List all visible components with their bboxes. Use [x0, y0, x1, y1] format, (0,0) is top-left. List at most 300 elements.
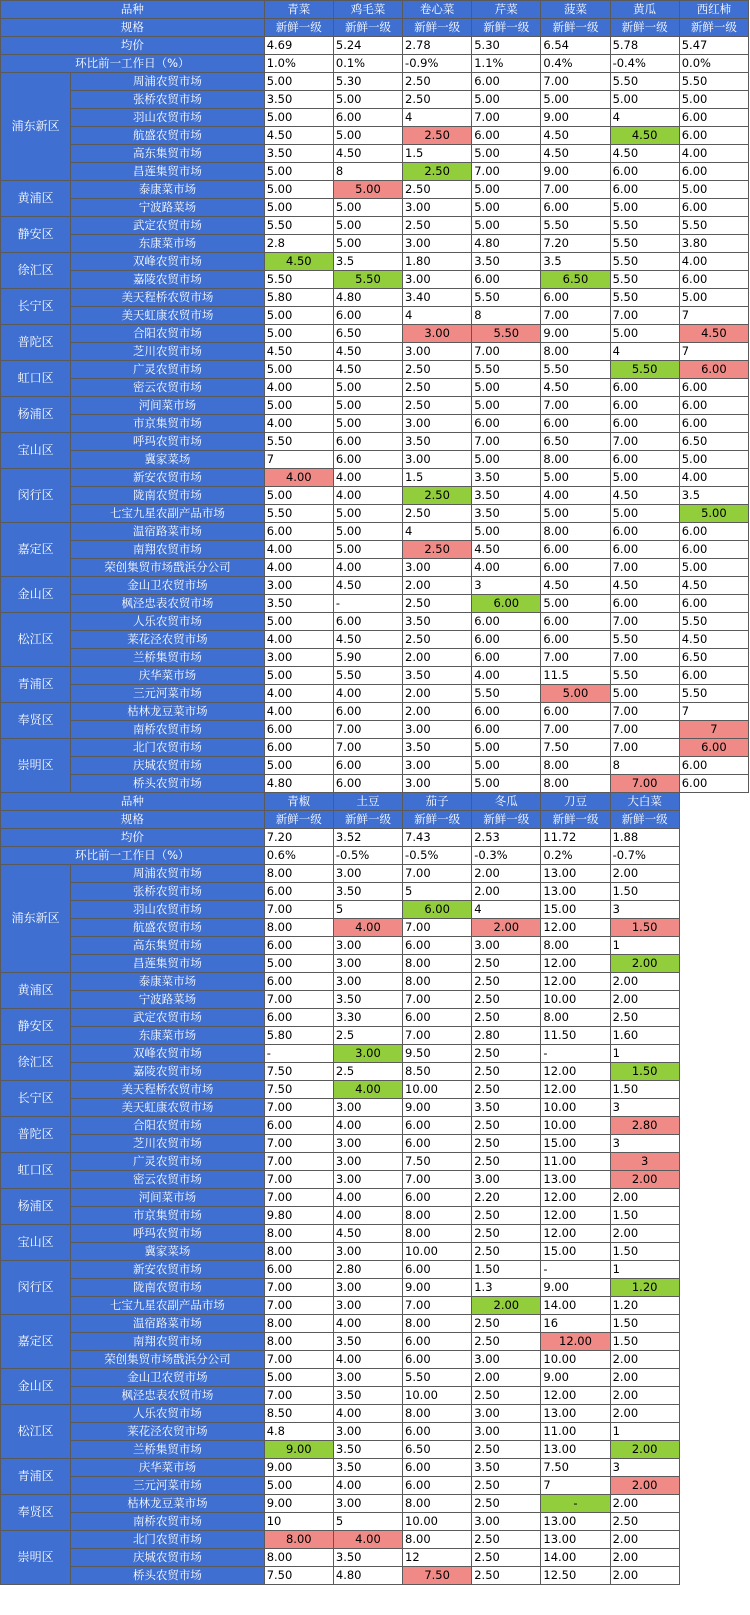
- table-row: [1, 1045, 749, 1063]
- price-cell: 6.00: [610, 163, 679, 181]
- market-name: 昌莲集贸市场: [71, 955, 265, 973]
- table-row: [1, 163, 749, 181]
- price-cell: 5.00: [264, 397, 333, 415]
- price-cell: 7.00: [541, 397, 610, 415]
- price-cell: 8.00: [403, 955, 472, 973]
- market-name: 张桥农贸市场: [71, 91, 265, 109]
- change-cell: 0.2%: [541, 847, 610, 865]
- table-row: [1, 199, 749, 217]
- price-cell: 3.50: [333, 1441, 402, 1459]
- price-cell: 7.00: [403, 991, 472, 1009]
- market-name: 美天虹康农贸市场: [71, 1099, 265, 1117]
- price-cell: 2.00: [610, 1189, 679, 1207]
- price-cell: 6.00: [333, 703, 402, 721]
- price-cell: 5.00: [541, 505, 610, 523]
- price-cell: 2.00: [610, 1171, 679, 1189]
- empty-cell: [679, 1387, 748, 1405]
- price-cell: 3.00: [333, 1369, 402, 1387]
- empty-cell: [679, 1279, 748, 1297]
- spec-cell: 新鲜一级: [264, 19, 333, 37]
- price-cell: 4.50: [264, 253, 333, 271]
- average-price-cell: 5.78: [610, 37, 679, 55]
- price-cell: 5.00: [333, 217, 402, 235]
- empty-cell: [679, 1495, 748, 1513]
- price-cell: 2.50: [403, 73, 472, 91]
- price-cell: 5.00: [264, 955, 333, 973]
- district-label: 长宁区: [1, 289, 71, 325]
- table-row: [1, 757, 749, 775]
- price-cell: 5.00: [679, 181, 748, 199]
- price-cell: 4.80: [333, 1567, 402, 1585]
- table-row: [1, 1099, 749, 1117]
- price-cell: 5.80: [264, 289, 333, 307]
- price-cell: 4.50: [541, 379, 610, 397]
- price-cell: 6.00: [472, 613, 541, 631]
- district-label: 崇明区: [1, 1531, 71, 1585]
- price-cell: 12.00: [541, 1207, 610, 1225]
- price-cell: 12.00: [541, 919, 610, 937]
- table-row: [1, 145, 749, 163]
- empty-cell: [679, 1297, 748, 1315]
- market-name: 市京集贸市场: [71, 415, 265, 433]
- price-cell: 4.50: [333, 577, 402, 595]
- price-cell: 5.50: [610, 235, 679, 253]
- price-cell: 8.00: [264, 1243, 333, 1261]
- empty-cell: [679, 901, 748, 919]
- price-cell: 6.00: [679, 163, 748, 181]
- table-row: [1, 1441, 749, 1459]
- price-cell: 2.50: [472, 1315, 541, 1333]
- price-cell: 2.00: [610, 1531, 679, 1549]
- price-cell: 2.20: [472, 1189, 541, 1207]
- column-header-label: 品种: [1, 793, 265, 811]
- price-cell: 2.50: [403, 217, 472, 235]
- price-cell: 2.50: [403, 631, 472, 649]
- price-cell: 6.00: [610, 595, 679, 613]
- price-cell: 7.00: [541, 307, 610, 325]
- price-cell: 5.00: [541, 595, 610, 613]
- variety-name: 芹菜: [472, 1, 541, 19]
- district-label: 杨浦区: [1, 397, 71, 433]
- row-label: 环比前一工作日（%）: [1, 847, 265, 865]
- market-name: 宁波路菜场: [71, 199, 265, 217]
- price-cell: 3.00: [333, 1045, 402, 1063]
- market-name: 枫泾忠表农贸市场: [71, 1387, 265, 1405]
- spec-cell: 新鲜一级: [403, 19, 472, 37]
- price-cell: 12.00: [541, 955, 610, 973]
- district-label: 奉贤区: [1, 703, 71, 739]
- price-cell: 2.50: [472, 1207, 541, 1225]
- price-cell: 4.00: [472, 559, 541, 577]
- table-row: [1, 1063, 749, 1081]
- market-name: 高东集贸市场: [71, 937, 265, 955]
- table-row: [1, 487, 749, 505]
- price-cell: 7.00: [264, 1153, 333, 1171]
- spec-cell: 新鲜一级: [403, 811, 472, 829]
- market-name: 嘉陵农贸市场: [71, 1063, 265, 1081]
- table-row: [1, 109, 749, 127]
- empty-cell: [679, 1171, 748, 1189]
- price-cell: 12.00: [541, 1081, 610, 1099]
- price-cell: 5.50: [610, 73, 679, 91]
- price-cell: 6.00: [541, 199, 610, 217]
- price-cell: 6.00: [333, 109, 402, 127]
- market-name: 人乐农贸市场: [71, 613, 265, 631]
- empty-cell: [679, 937, 748, 955]
- price-cell: 6.00: [679, 667, 748, 685]
- price-cell: 8.00: [264, 1225, 333, 1243]
- price-cell: 4.50: [541, 145, 610, 163]
- price-cell: 6.00: [679, 199, 748, 217]
- price-cell: 5.00: [264, 109, 333, 127]
- table-row: [1, 361, 749, 379]
- table-row: [1, 73, 749, 91]
- market-name: 温宿路菜市场: [71, 1315, 265, 1333]
- price-cell: 8.00: [264, 919, 333, 937]
- district-label: 普陀区: [1, 1117, 71, 1153]
- price-cell: 6.00: [679, 397, 748, 415]
- market-name: 兰桥集贸市场: [71, 1441, 265, 1459]
- price-cell: 4.00: [264, 469, 333, 487]
- price-cell: 2.00: [403, 703, 472, 721]
- price-cell: 2.50: [403, 487, 472, 505]
- price-cell: 5.00: [472, 181, 541, 199]
- market-name: 三元河菜市场: [71, 1477, 265, 1495]
- price-cell: 5.50: [333, 667, 402, 685]
- price-cell: 10.00: [403, 1081, 472, 1099]
- average-price-cell: 5.24: [333, 37, 402, 55]
- price-cell: 6.00: [403, 1189, 472, 1207]
- price-cell: 3.50: [403, 613, 472, 631]
- price-cell: 3: [610, 1153, 679, 1171]
- price-cell: 2.50: [403, 181, 472, 199]
- district-label: 金山区: [1, 1369, 71, 1405]
- price-cell: 8.00: [541, 343, 610, 361]
- table-row: [1, 901, 749, 919]
- change-cell: 1.1%: [472, 55, 541, 73]
- price-cell: 3.00: [472, 1171, 541, 1189]
- price-cell: 7: [679, 307, 748, 325]
- price-cell: 6.00: [610, 379, 679, 397]
- district-label: 宝山区: [1, 1225, 71, 1261]
- price-cell: 3.00: [403, 451, 472, 469]
- price-cell: 4.00: [264, 379, 333, 397]
- price-cell: 10.00: [541, 1351, 610, 1369]
- price-cell: 1.50: [610, 1207, 679, 1225]
- price-cell: -: [541, 1261, 610, 1279]
- price-cell: 9.80: [264, 1207, 333, 1225]
- district-label: 金山区: [1, 577, 71, 613]
- change-cell: 0.1%: [333, 55, 402, 73]
- district-label: 长宁区: [1, 1081, 71, 1117]
- price-cell: 7.50: [264, 1063, 333, 1081]
- price-cell: 4.00: [333, 1117, 402, 1135]
- table-row: [1, 217, 749, 235]
- price-cell: 5.00: [472, 739, 541, 757]
- price-cell: 3.00: [333, 1153, 402, 1171]
- price-cell: 6.00: [264, 973, 333, 991]
- empty-cell: [679, 793, 748, 811]
- price-cell: 7.00: [333, 739, 402, 757]
- price-cell: 9.00: [264, 1459, 333, 1477]
- price-cell: 7.00: [610, 307, 679, 325]
- market-name: 合阳农贸市场: [71, 1117, 265, 1135]
- column-header-label: 品种: [1, 1, 265, 19]
- price-cell: 4: [403, 307, 472, 325]
- table-row: [1, 1495, 749, 1513]
- empty-cell: [679, 1045, 748, 1063]
- price-cell: 5.00: [333, 181, 402, 199]
- empty-cell: [679, 865, 748, 883]
- table-row: [1, 865, 749, 883]
- market-name: 庆华菜市场: [71, 1459, 265, 1477]
- price-cell: 6.00: [403, 1333, 472, 1351]
- price-cell: 4.80: [333, 289, 402, 307]
- market-name: 周浦农贸市场: [71, 73, 265, 91]
- market-name: 莱花泾农贸市场: [71, 631, 265, 649]
- price-cell: 3.5: [541, 253, 610, 271]
- variety-header-row: [1, 793, 749, 811]
- price-cell: 5.00: [610, 469, 679, 487]
- price-cell: 5.90: [333, 649, 402, 667]
- price-cell: 4.00: [333, 1207, 402, 1225]
- variety-name: 茄子: [403, 793, 472, 811]
- empty-cell: [679, 1549, 748, 1567]
- table-row: [1, 685, 749, 703]
- market-name: 东康菜市场: [71, 235, 265, 253]
- table-row: [1, 1405, 749, 1423]
- price-cell: 6.00: [333, 613, 402, 631]
- price-cell: 4.00: [264, 541, 333, 559]
- price-cell: 8.00: [403, 1495, 472, 1513]
- market-name: 高东集贸市场: [71, 145, 265, 163]
- market-name: 芝川农贸市场: [71, 343, 265, 361]
- table-row: [1, 1297, 749, 1315]
- market-name: 张桥农贸市场: [71, 883, 265, 901]
- price-cell: 7.00: [472, 433, 541, 451]
- price-cell: 2.50: [403, 595, 472, 613]
- price-cell: 3.00: [264, 577, 333, 595]
- market-name: 合阳农贸市场: [71, 325, 265, 343]
- price-cell: 6.00: [679, 271, 748, 289]
- district-label: 徐汇区: [1, 1045, 71, 1081]
- price-cell: 3.50: [472, 505, 541, 523]
- empty-cell: [679, 1423, 748, 1441]
- price-cell: 3: [610, 901, 679, 919]
- empty-cell: [679, 1441, 748, 1459]
- table-row: [1, 739, 749, 757]
- price-cell: 6.00: [264, 1117, 333, 1135]
- price-cell: 5.00: [472, 145, 541, 163]
- table-row: [1, 613, 749, 631]
- price-cell: 4.50: [679, 577, 748, 595]
- price-cell: 6.00: [472, 595, 541, 613]
- price-cell: 2.50: [472, 1117, 541, 1135]
- market-name: 冀家菜场: [71, 451, 265, 469]
- price-cell: 13.00: [541, 1513, 610, 1531]
- spec-cell: 新鲜一级: [264, 811, 333, 829]
- price-cell: 5.50: [403, 1369, 472, 1387]
- spec-cell: 新鲜一级: [472, 811, 541, 829]
- price-cell: 3.00: [403, 559, 472, 577]
- price-cell: 12.00: [541, 1189, 610, 1207]
- price-cell: 2.50: [610, 1513, 679, 1531]
- price-cell: 6.00: [679, 109, 748, 127]
- price-cell: 6.00: [472, 649, 541, 667]
- price-cell: 3.00: [333, 955, 402, 973]
- price-cell: 2.80: [610, 1117, 679, 1135]
- price-cell: 5.50: [610, 289, 679, 307]
- price-cell: 4.50: [333, 145, 402, 163]
- price-cell: 7.00: [610, 721, 679, 739]
- price-cell: 3.00: [472, 937, 541, 955]
- price-cell: 6.00: [472, 127, 541, 145]
- price-cell: 6.00: [679, 739, 748, 757]
- district-label: 普陀区: [1, 325, 71, 361]
- spec-row: [1, 19, 749, 37]
- price-cell: 13.00: [541, 1531, 610, 1549]
- price-cell: 3.00: [333, 1279, 402, 1297]
- empty-cell: [679, 1243, 748, 1261]
- price-cell: 2.00: [610, 1477, 679, 1495]
- price-cell: 10.00: [541, 991, 610, 1009]
- price-cell: 5.50: [264, 433, 333, 451]
- variety-name: 大白菜: [610, 793, 679, 811]
- price-cell: 8.00: [403, 1207, 472, 1225]
- market-name: 新安农贸市场: [71, 1261, 265, 1279]
- price-cell: 5.50: [333, 271, 402, 289]
- price-cell: 5.00: [472, 775, 541, 793]
- price-cell: 2.50: [472, 1549, 541, 1567]
- table-row: [1, 1153, 749, 1171]
- row-label: 均价: [1, 829, 265, 847]
- market-name: 南桥农贸市场: [71, 721, 265, 739]
- price-cell: 7.00: [403, 1171, 472, 1189]
- price-cell: 2.00: [610, 1441, 679, 1459]
- price-cell: 3.50: [264, 595, 333, 613]
- market-name: 航盛农贸市场: [71, 919, 265, 937]
- table-row: [1, 253, 749, 271]
- empty-cell: [679, 811, 748, 829]
- price-cell: 5.00: [264, 613, 333, 631]
- price-cell: 16: [541, 1315, 610, 1333]
- table-row: [1, 1189, 749, 1207]
- price-cell: 3.00: [333, 1243, 402, 1261]
- market-name: 南桥农贸市场: [71, 1513, 265, 1531]
- average-price-cell: 11.72: [541, 829, 610, 847]
- row-label: 规格: [1, 811, 265, 829]
- price-cell: 1.50: [610, 1243, 679, 1261]
- price-cell: 6.00: [264, 739, 333, 757]
- price-cell: 6.00: [610, 541, 679, 559]
- empty-cell: [679, 1459, 748, 1477]
- price-cell: 4: [403, 523, 472, 541]
- price-cell: 6.00: [541, 541, 610, 559]
- price-cell: 4.00: [264, 631, 333, 649]
- price-cell: 4.00: [264, 685, 333, 703]
- table-row: [1, 775, 749, 793]
- market-name: 密云农贸市场: [71, 1171, 265, 1189]
- price-cell: 2.00: [472, 883, 541, 901]
- price-cell: 3.00: [403, 757, 472, 775]
- price-cell: 2.00: [610, 1495, 679, 1513]
- market-name: 金山卫农贸市场: [71, 577, 265, 595]
- price-cell: 5.50: [472, 685, 541, 703]
- price-cell: 4.00: [333, 1081, 402, 1099]
- price-cell: 2.00: [472, 1297, 541, 1315]
- empty-cell: [679, 1477, 748, 1495]
- price-cell: 13.00: [541, 1405, 610, 1423]
- price-cell: 5.50: [264, 217, 333, 235]
- price-cell: 2.50: [472, 1387, 541, 1405]
- price-cell: 5.00: [472, 397, 541, 415]
- empty-cell: [679, 847, 748, 865]
- price-cell: 4.00: [333, 919, 402, 937]
- price-cell: 12.00: [541, 1333, 610, 1351]
- price-cell: 5.00: [333, 127, 402, 145]
- table-row: [1, 1279, 749, 1297]
- table-row: [1, 1027, 749, 1045]
- price-cell: 5.00: [333, 415, 402, 433]
- change-cell: -0.4%: [610, 55, 679, 73]
- price-cell: 3.50: [264, 91, 333, 109]
- price-cell: 4.50: [541, 127, 610, 145]
- table-row: [1, 397, 749, 415]
- price-cell: 3.50: [264, 145, 333, 163]
- price-cell: 2.50: [403, 127, 472, 145]
- table-row: [1, 883, 749, 901]
- market-name: 荣创集贸市场戬浜分公司: [71, 1351, 265, 1369]
- price-cell: 2.80: [333, 1261, 402, 1279]
- table-row: [1, 1135, 749, 1153]
- market-name: 七宝九星农副产品市场: [71, 505, 265, 523]
- table-row: [1, 1369, 749, 1387]
- table-row: [1, 1225, 749, 1243]
- price-cell: 3.00: [472, 1423, 541, 1441]
- price-cell: 6.00: [403, 1351, 472, 1369]
- district-label: 闵行区: [1, 469, 71, 523]
- price-cell: 2.50: [403, 379, 472, 397]
- price-cell: 6.00: [541, 289, 610, 307]
- market-name: 枯林龙豆菜市场: [71, 1495, 265, 1513]
- price-cell: 3.00: [333, 1171, 402, 1189]
- price-cell: 12.50: [541, 1567, 610, 1585]
- table-row: [1, 505, 749, 523]
- price-cell: 6.00: [541, 559, 610, 577]
- district-label: 嘉定区: [1, 523, 71, 577]
- price-cell: 6.00: [610, 181, 679, 199]
- price-cell: 8.50: [264, 1405, 333, 1423]
- price-cell: 9.00: [264, 1495, 333, 1513]
- table-row: [1, 1315, 749, 1333]
- price-cell: 2.50: [472, 991, 541, 1009]
- market-name: 宁波路菜场: [71, 991, 265, 1009]
- price-cell: 6.50: [403, 1441, 472, 1459]
- price-cell: 3.00: [472, 1351, 541, 1369]
- empty-cell: [679, 1261, 748, 1279]
- table-row: [1, 595, 749, 613]
- empty-cell: [679, 1531, 748, 1549]
- table-row: [1, 523, 749, 541]
- price-cell: 9.00: [403, 1279, 472, 1297]
- price-cell: 6.00: [541, 631, 610, 649]
- change-cell: -0.5%: [403, 847, 472, 865]
- market-name: 庆城农贸市场: [71, 757, 265, 775]
- price-cell: 3.50: [333, 1459, 402, 1477]
- price-cell: 5.00: [333, 523, 402, 541]
- table-row: [1, 433, 749, 451]
- price-cell: 6.00: [541, 613, 610, 631]
